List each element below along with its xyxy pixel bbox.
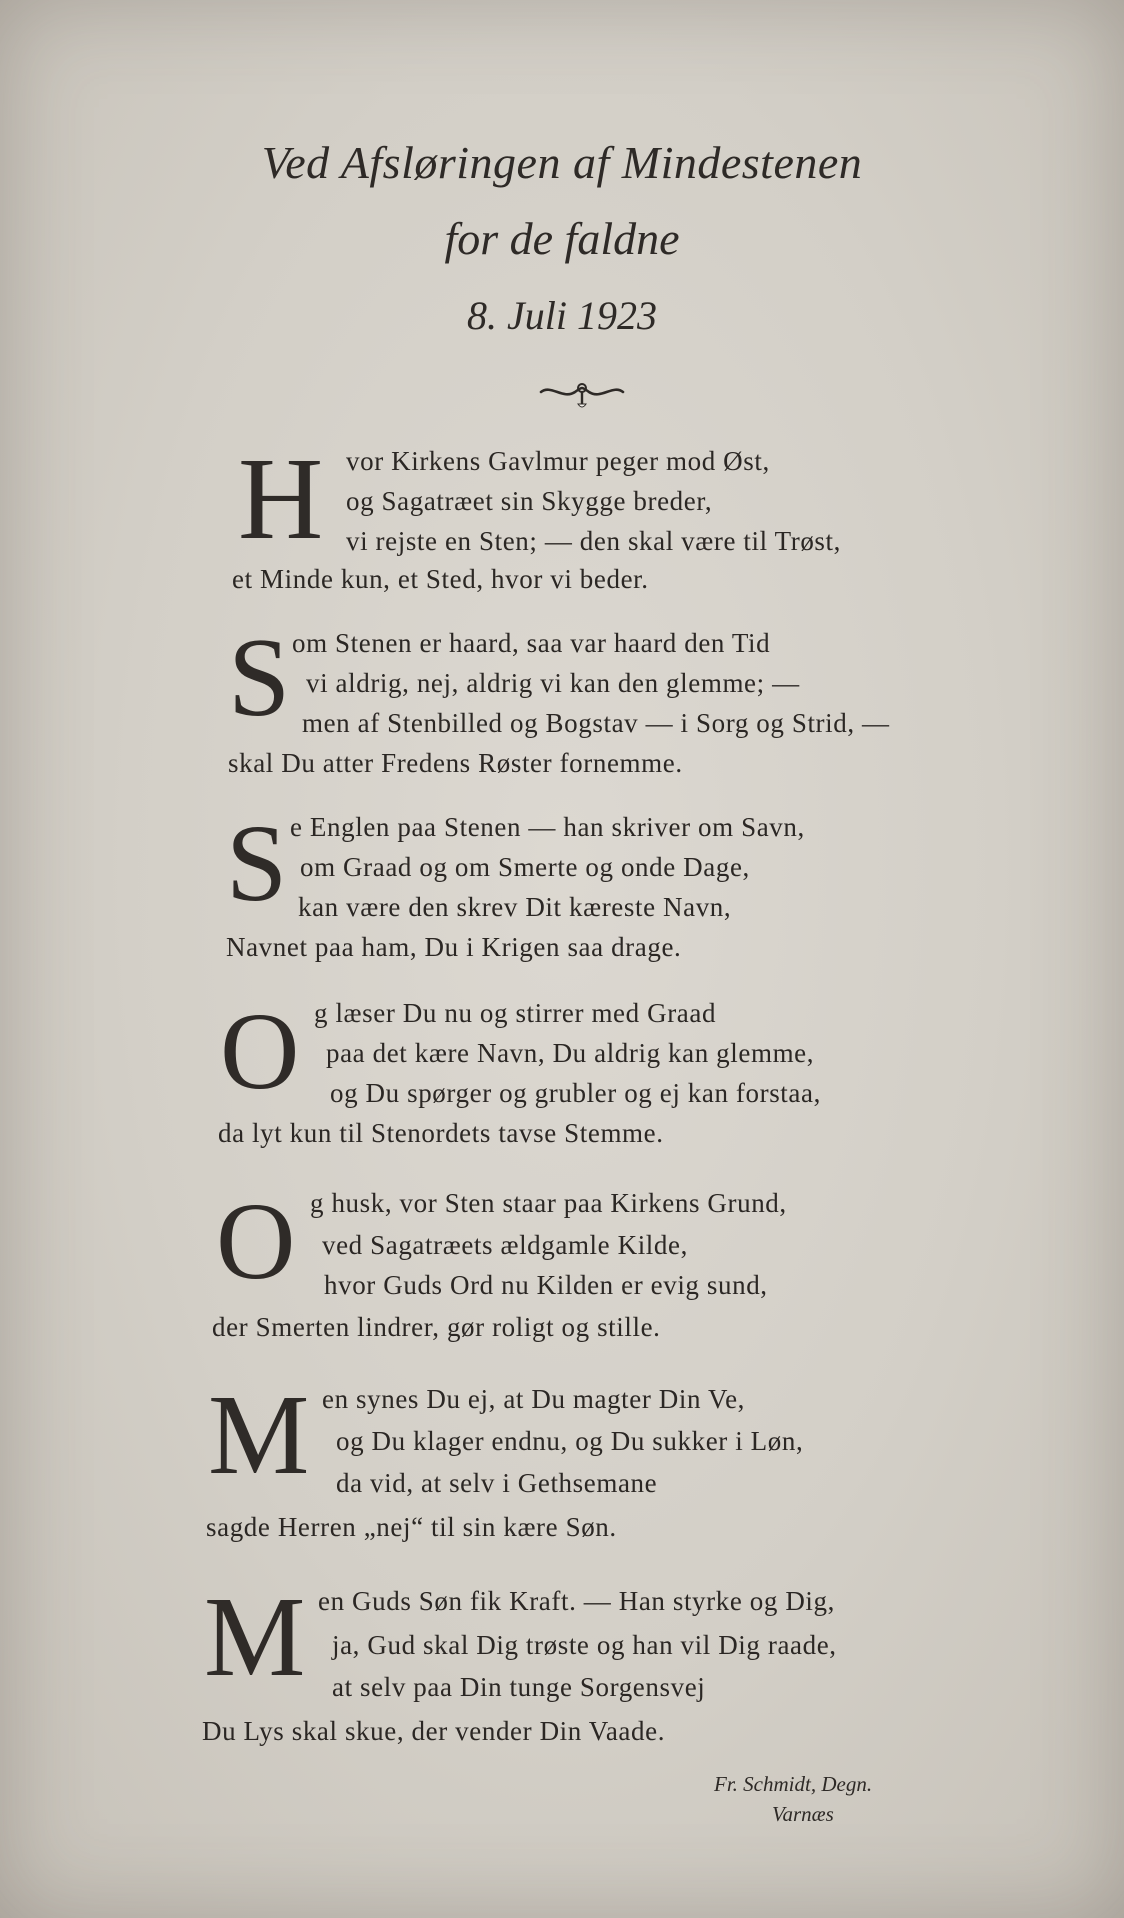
stanza-line: e Englen paa Stenen — han skriver om Savn, (290, 812, 805, 842)
stanza-line: hvor Guds Ord nu Kilden er evig sund, (324, 1270, 768, 1300)
signature-place: Varnæs (772, 1802, 834, 1826)
flourish-ornament-icon (537, 380, 627, 420)
stanza-line: om Graad og om Smerte og onde Dage, (300, 852, 750, 882)
stanza-line: ved Sagatræets ældgamle Kilde, (322, 1230, 688, 1260)
stanza-line: g husk, vor Sten staar paa Kirkens Grund, (310, 1188, 787, 1218)
stanza-line: vi aldrig, nej, aldrig vi kan den glemme; — (306, 668, 800, 698)
stanza-line: kan være den skrev Dit kæreste Navn, (298, 892, 732, 922)
stanza-line: vor Kirkens Gavlmur peger mod Øst, (346, 446, 770, 476)
stanza-line: en Guds Søn fik Kraft. — Han styrke og Dig, (318, 1586, 835, 1616)
stanza-line: om Stenen er haard, saa var haard den Tid (292, 628, 771, 658)
stanza-line: sagde Herren „nej“ til sin kære Søn. (206, 1512, 617, 1542)
stanza-line: vi rejste en Sten; — den skal være til Trøst, (346, 526, 841, 556)
stanza-line: ja, Gud skal Dig trøste og han vil Dig raade, (332, 1630, 837, 1660)
drop-cap-initial: O (216, 1180, 297, 1302)
drop-cap-initial: M (208, 1371, 310, 1498)
stanza-line: der Smerten lindrer, gør roligt og stille. (212, 1312, 661, 1342)
stanza-line: Du Lys skal skue, der vender Din Vaade. (202, 1716, 666, 1746)
stanza-line: Navnet paa ham, Du i Krigen saa drage. (226, 932, 682, 962)
stanza-line: et Minde kun, et Sted, hvor vi beder. (232, 564, 649, 594)
stanza-line: skal Du atter Fredens Røster fornemme. (228, 748, 683, 778)
stanza-line: at selv paa Din tunge Sorgensvej (332, 1672, 706, 1702)
stanza-line: og Sagatræet sin Skygge breder, (346, 486, 713, 516)
drop-cap-initial: S (228, 616, 291, 740)
stanza-line: paa det kære Navn, Du aldrig kan glemme, (326, 1038, 815, 1068)
stanza-line: og Du klager endnu, og Du sukker i Løn, (336, 1426, 804, 1456)
drop-cap-initial: S (226, 802, 288, 924)
stanza-line: og Du spørger og grubler og ej kan forstaa, (330, 1078, 821, 1108)
drop-cap-initial: O (220, 990, 301, 1112)
stanza-line: en synes Du ej, at Du magter Din Ve, (322, 1384, 746, 1414)
stanza-line: g læser Du nu og stirrer med Graad (314, 998, 717, 1028)
drop-cap-initial: H (238, 433, 324, 564)
poem-date: 8. Juli 1923 (467, 293, 657, 338)
stanza-line: da vid, at selv i Gethsemane (336, 1468, 658, 1498)
stanza-line: men af Stenbilled og Bogstav — i Sorg og Strid, — (302, 708, 890, 738)
signature-name: Fr. Schmidt, Degn. (714, 1772, 873, 1796)
stanza-line: da lyt kun til Stenordets tavse Stemme. (218, 1118, 664, 1148)
drop-cap-initial: M (204, 1573, 306, 1700)
poem-title: Ved Afsløringen af Mindestenen (261, 137, 863, 188)
poem-subtitle: for de faldne (444, 213, 680, 264)
